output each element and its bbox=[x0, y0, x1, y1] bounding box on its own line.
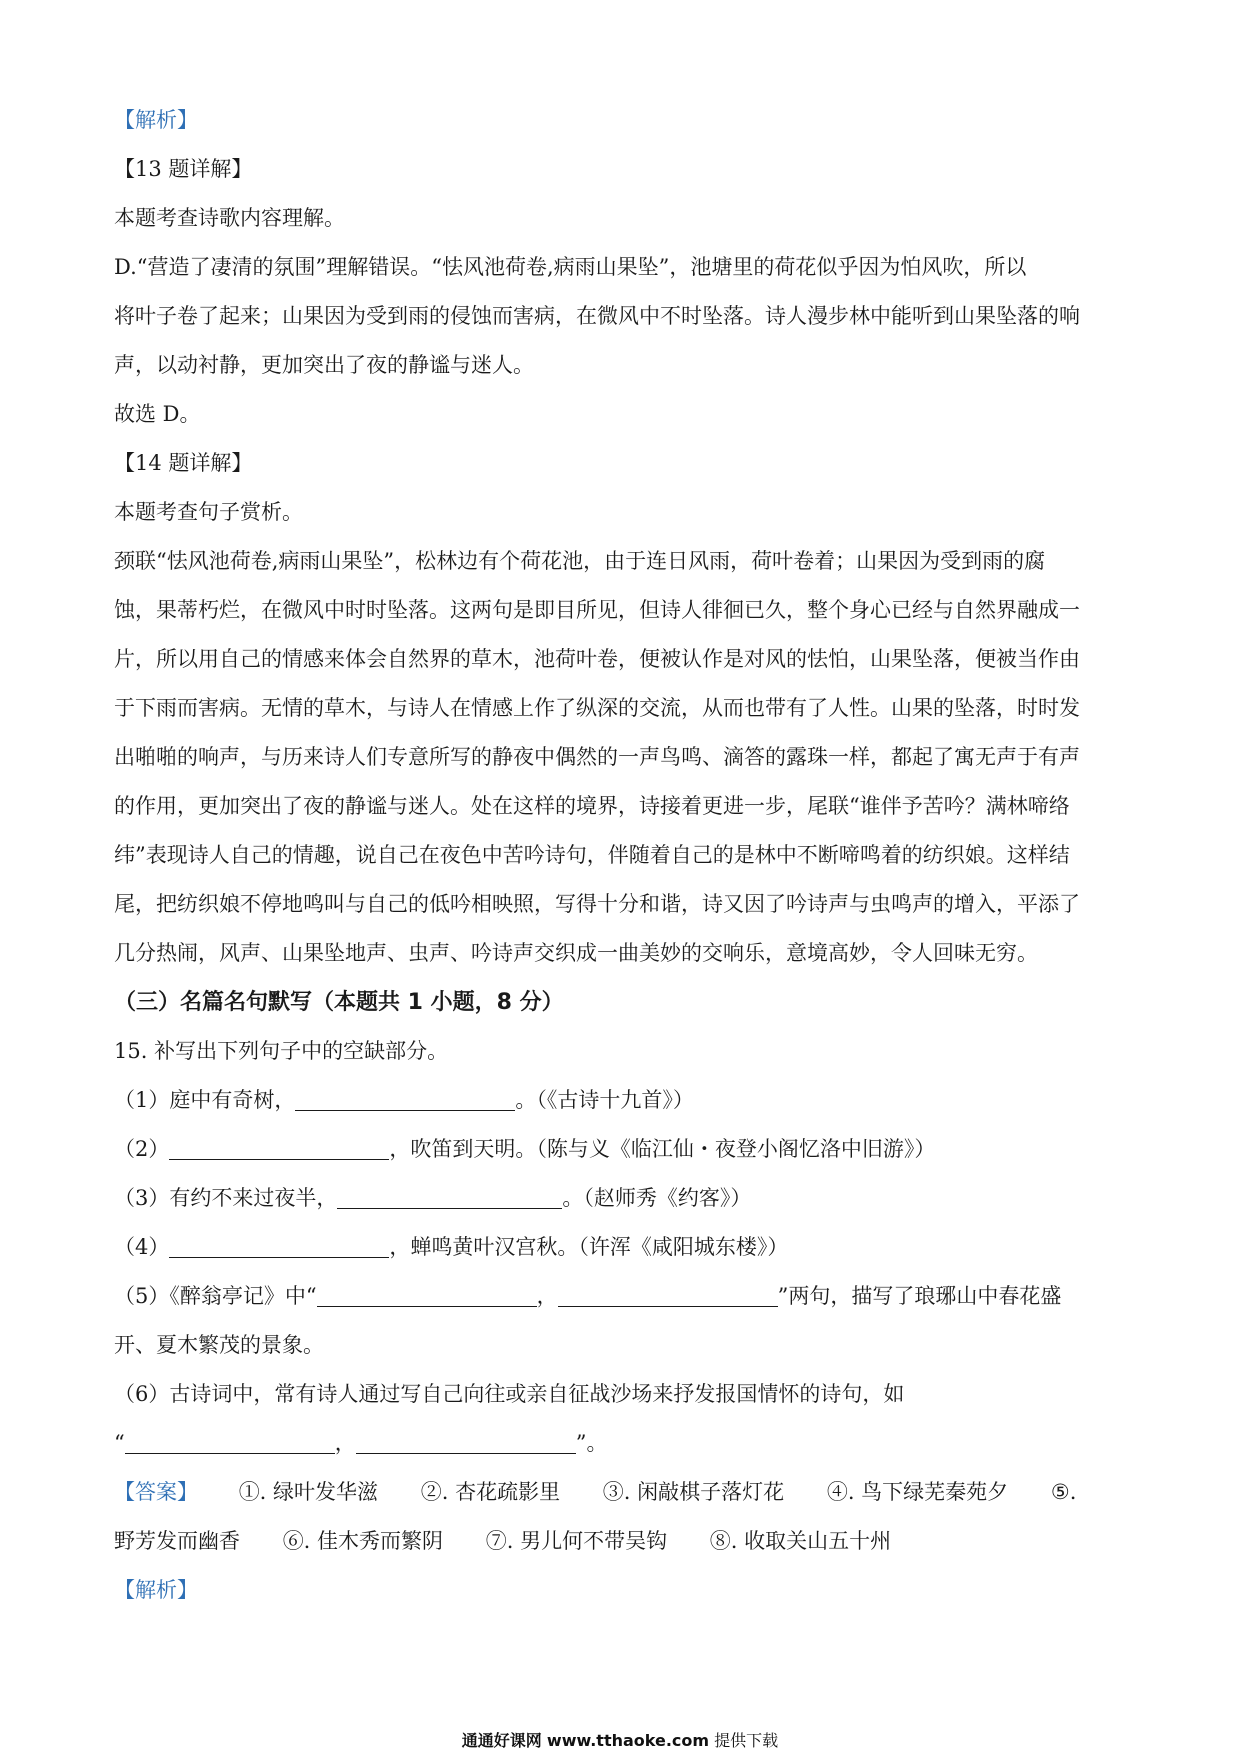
q14-line: 纬”表现诗人自己的情趣，说自己在夜色中苦吟诗句，伴随着自己的是林中不断啼鸣着的纺织娘。这样结 bbox=[114, 843, 1070, 867]
answer-item: 野芳发而幽香 bbox=[114, 1529, 240, 1553]
item-text: ，吹笛到天明。（陈与义《临江仙・夜登小阁忆洛中旧游》） bbox=[389, 1137, 936, 1161]
q14-line: 片，所以用自己的情感来体会自然界的草木，池荷叶卷，便被认作是对风的怯怕，山果坠落，便被当作由 bbox=[114, 647, 1080, 671]
answer-item: ①. 绿叶发华滋 bbox=[238, 1480, 379, 1504]
q15-item-4 bbox=[114, 1223, 1134, 1272]
item-text: ， bbox=[334, 1431, 356, 1455]
q13-line: D.“营造了凄清的氛围”理解错误。“怯风池荷卷,病雨山果坠”，池塘里的荷花似乎因为怕风吹，所以 bbox=[114, 255, 1027, 279]
q15-item-1 bbox=[114, 1076, 1134, 1125]
answer-item: ⑦. 男儿何不带吴钩 bbox=[485, 1529, 668, 1553]
fill-blank bbox=[558, 1284, 778, 1307]
q15-item-5 bbox=[114, 1272, 1134, 1321]
fill-blank bbox=[317, 1284, 537, 1307]
document-page bbox=[114, 96, 1134, 1615]
fill-blank bbox=[295, 1088, 515, 1111]
item-text: “ bbox=[114, 1431, 125, 1455]
analysis-label: 【解析】 bbox=[114, 1578, 198, 1602]
fill-blank bbox=[337, 1186, 562, 1209]
q15-item-6-blanks bbox=[114, 1419, 1134, 1468]
answer-item: ⑧. 收取关山五十州 bbox=[709, 1529, 892, 1553]
q13-line: 故选 D。 bbox=[114, 402, 201, 426]
item-text: （4） bbox=[114, 1235, 170, 1259]
q14-header: 【14 题详解】 bbox=[114, 451, 253, 475]
item-text: ”两句，描写了琅琊山中春花盛 bbox=[777, 1284, 1062, 1308]
q15-item-3 bbox=[114, 1174, 1134, 1223]
answer-item: ⑥. 佳木秀而繁阴 bbox=[282, 1529, 444, 1553]
q14-line: 的作用，更加突出了夜的静谧与迷人。处在这样的境界，诗接着更进一步，尾联“谁伴予苦吟？满林啼络 bbox=[114, 794, 1070, 818]
q13-line: 本题考查诗歌内容理解。 bbox=[114, 206, 345, 230]
answer-line-1 bbox=[114, 1468, 1134, 1517]
footer-suffix: 提供下载 bbox=[714, 1731, 779, 1750]
item-text: ”。 bbox=[575, 1431, 608, 1455]
q14-line: 蚀，果蒂朽烂，在微风中时时坠落。这两句是即目所见，但诗人徘徊已久，整个身心已经与自然界融成一 bbox=[114, 598, 1080, 622]
answer-label: 【答案】 bbox=[114, 1480, 198, 1504]
q13-line: 声，以动衬静，更加突出了夜的静谧与迷人。 bbox=[114, 353, 534, 377]
q14-line: 几分热闹，风声、山果坠地声、虫声、吟诗声交织成一曲美妙的交响乐，意境高妙，令人回味无穷。 bbox=[114, 941, 1038, 965]
fill-blank bbox=[169, 1235, 389, 1258]
q15-stem: 15. 补写出下列句子中的空缺部分。 bbox=[114, 1039, 449, 1063]
q14-line: 尾，把纺织娘不停地鸣叫与自己的低吟相映照，写得十分和谐，诗又因了吟诗声与虫鸣声的增入，平添了 bbox=[114, 892, 1080, 916]
footer-url[interactable]: www.tthaoke.com bbox=[546, 1731, 710, 1750]
item-text: 。（赵师秀《约客》） bbox=[562, 1186, 752, 1210]
q15-item-5-cont: 开、夏木繁茂的景象。 bbox=[114, 1333, 324, 1357]
answer-item: ②. 杏花疏影里 bbox=[420, 1480, 561, 1504]
fill-blank bbox=[169, 1137, 389, 1160]
fill-blank bbox=[356, 1431, 576, 1454]
q15-item-6: （6）古诗词中，常有诗人通过写自己向往或亲自征战沙场来抒发报国情怀的诗句，如 bbox=[114, 1382, 905, 1406]
answer-line-2 bbox=[114, 1517, 1134, 1566]
analysis-label: 【解析】 bbox=[114, 108, 198, 132]
fill-blank bbox=[125, 1431, 335, 1454]
answer-item: ④. 鸟下绿芜秦苑夕 bbox=[826, 1480, 1009, 1504]
section-title: （三）名篇名句默写（本题共 1 小题，8 分） bbox=[114, 990, 564, 1015]
item-text: ，蝉鸣黄叶汉宫秋。（许浑《咸阳城东楼》） bbox=[389, 1235, 789, 1259]
item-text: 。（《古诗十九首》） bbox=[515, 1088, 694, 1112]
q14-line: 出啪啪的响声，与历来诗人们专意所写的静夜中偶然的一声鸟鸣、滴答的露珠一样，都起了寓无声于有声 bbox=[114, 745, 1080, 769]
answer-item: ③. 闲敲棋子落灯花 bbox=[602, 1480, 785, 1504]
q13-header: 【13 题详解】 bbox=[114, 157, 253, 181]
footer-site-name: 通通好课网 bbox=[461, 1731, 542, 1750]
item-text: （2） bbox=[114, 1137, 170, 1161]
answer-item: ⑤. bbox=[1050, 1480, 1077, 1504]
q13-line: 将叶子卷了起来；山果因为受到雨的侵蚀而害病，在微风中不时坠落。诗人漫步林中能听到山果坠落的响 bbox=[114, 304, 1080, 328]
page-footer bbox=[0, 1728, 1240, 1751]
item-text: （1）庭中有奇树， bbox=[114, 1088, 296, 1112]
item-text: （5）《醉翁亭记》中“ bbox=[114, 1284, 317, 1308]
q14-line: 本题考查句子赏析。 bbox=[114, 500, 303, 524]
q14-line: 于下雨而害病。无情的草木，与诗人在情感上作了纵深的交流，从而也带有了人性。山果的坠落，时时发 bbox=[114, 696, 1080, 720]
q14-line: 颈联“怯风池荷卷,病雨山果坠”，松林边有个荷花池，由于连日风雨，荷叶卷着；山果因为受到雨的腐 bbox=[114, 549, 1046, 573]
item-text: （3）有约不来过夜半， bbox=[114, 1186, 338, 1210]
item-text: ， bbox=[536, 1284, 558, 1308]
q15-item-2 bbox=[114, 1125, 1134, 1174]
